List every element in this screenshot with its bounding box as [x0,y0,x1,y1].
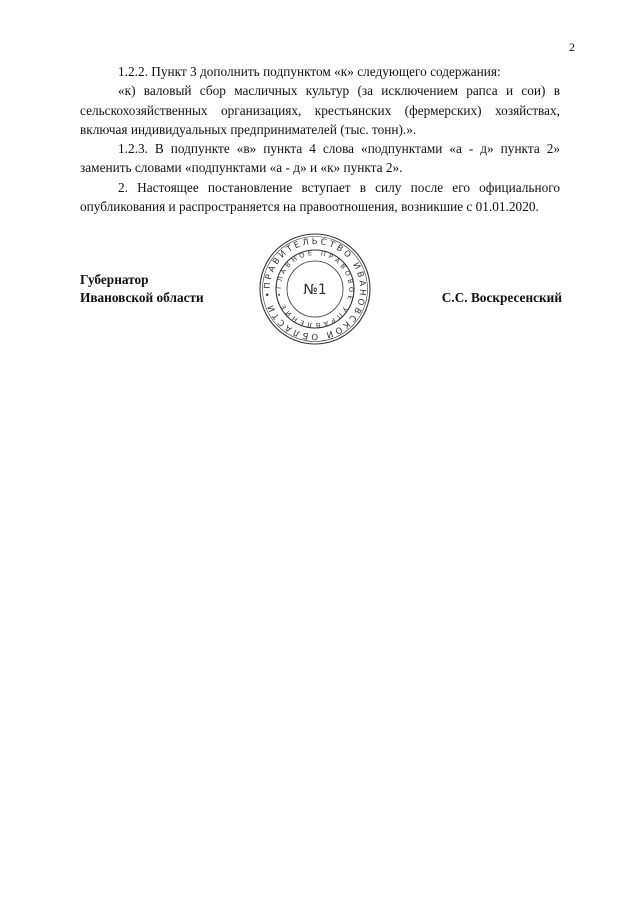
seal-inner-text: ГЛАВНОЕ ПРАВОВОЕ УПРАВЛЕНИЕ • [274,248,356,330]
document-body [80,62,560,216]
signer-title-line2: Ивановской области [80,290,204,305]
page-number: 2 [569,40,575,54]
paragraph-k-subitem: «к) валовый сбор масличных культур (за исключением рапса и сои) в сельскохозяйственных организациях, крестьянских (фермерских) хозяйствах, включая индивидуальных предпринимателей (тыс. тонн).». [80,83,560,137]
signer-name: С.С. Воскресенский [441,290,562,305]
seal-ring-text: ПРАВИТЕЛЬСТВО ИВАНОВСКОЙ ОБЛАСТИ • [262,236,368,342]
paragraph-1-2-3: 1.2.3. В подпункте «в» пункта 4 слова «подпунктами «а - д» пункта 2» заменить словами «подпунктами «а - д» и «к» пункта 2». [80,141,560,176]
seal-graphic [258,232,372,346]
official-seal-stamp [258,232,372,346]
paragraph-2-effective-date: 2. Настоящее постановление вступает в силу после его официального опубликования и распространяется на правоотношения, возникшие с 01.01.2020. [80,179,560,215]
paragraph-1-2-2: 1.2.2. Пункт 3 дополнить подпунктом «к» следующего содержания: [118,64,501,79]
seal-number: №1 [303,282,327,298]
signer-title-line1: Губернатор [80,272,149,287]
